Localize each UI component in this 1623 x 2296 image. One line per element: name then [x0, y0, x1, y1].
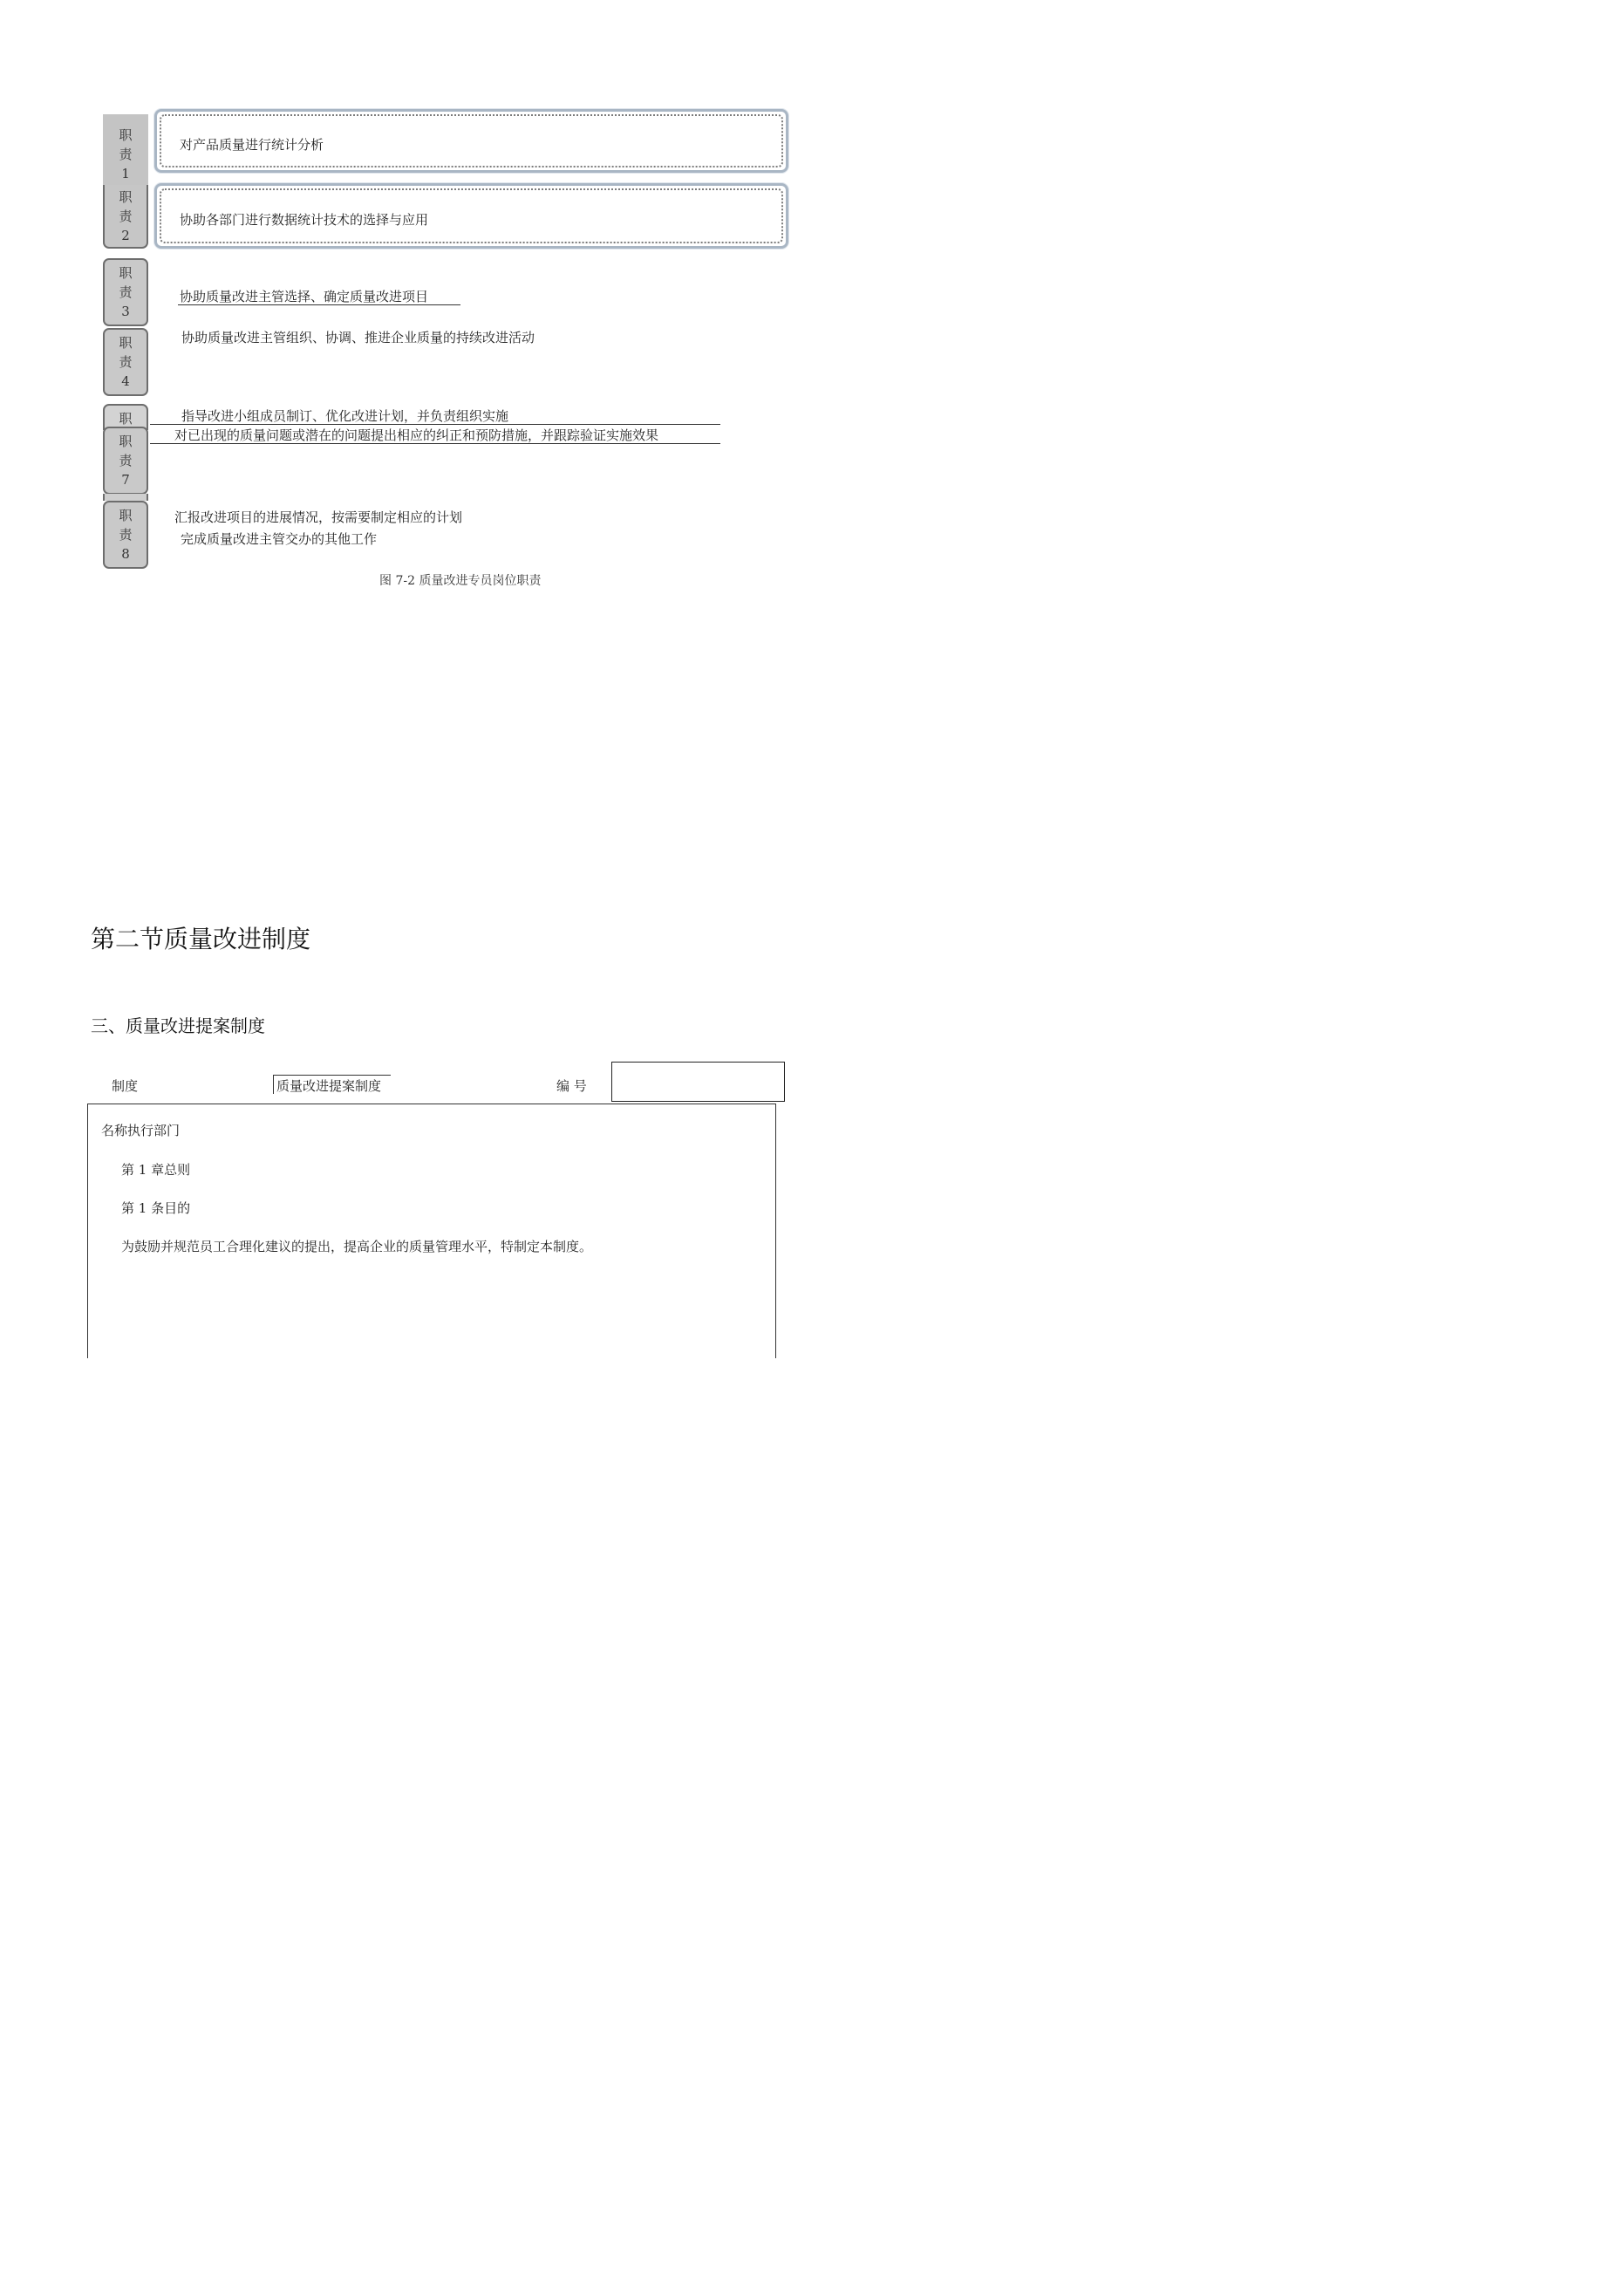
duty-tab-char: 责	[119, 208, 133, 224]
number-label: 编 号	[556, 1078, 587, 1094]
duty-tab-4	[103, 328, 148, 396]
name-dept-label: 名称执行部门	[101, 1123, 181, 1138]
subsection-title: 三、质量改进提案制度	[91, 1015, 265, 1036]
article-heading: 第 1 条目的	[121, 1200, 191, 1216]
duty-tab-number: 1	[121, 166, 130, 181]
duty-tab-edge	[103, 494, 148, 501]
duty-tab-7	[103, 427, 148, 495]
article-paragraph: 为鼓励并规范员工合理化建议的提出，提高企业的质量管理水平，特制定本制度。	[121, 1239, 593, 1254]
underline	[150, 443, 720, 444]
duty-tab-char: 责	[119, 284, 133, 300]
duty-tab-3	[103, 258, 148, 326]
duty-text-1: 对产品质量进行统计分析	[180, 137, 324, 153]
duty-tab-char: 责	[119, 147, 133, 162]
duty-tab-8	[103, 501, 148, 569]
underline	[178, 304, 460, 305]
number-field	[611, 1062, 785, 1102]
duty-text-4: 协助质量改进主管组织、协调、推进企业质量的持续改进活动	[181, 330, 535, 345]
duty-tab-char: 职	[119, 127, 133, 143]
duty-tab-char: 职	[119, 411, 133, 427]
duty-tab-char: 责	[119, 354, 133, 370]
duty-text-8b: 完成质量改进主管交办的其他工作	[181, 531, 378, 547]
duty-tab-number: 7	[121, 472, 130, 488]
chapter-heading: 第 1 章总则	[121, 1162, 191, 1178]
duty-text-5: 指导改进小组成员制订、优化改进计划，并负责组织实施	[181, 408, 509, 424]
system-label: 制度	[112, 1078, 139, 1094]
duty-tab-char: 责	[119, 527, 133, 543]
duty-tab-char: 职	[119, 265, 133, 281]
form-frame	[87, 1104, 776, 1358]
underline	[150, 424, 720, 425]
duty-tab-1	[103, 114, 148, 195]
duty-tab-char: 职	[119, 188, 133, 205]
figure-caption: 图 7-2 质量改进专员岗位职责	[379, 574, 542, 588]
duty-tab-number: 8	[121, 546, 130, 562]
duty-tab-number: 4	[121, 373, 130, 389]
duty-tab-number: 2	[121, 227, 130, 243]
duty-tab-char: 责	[119, 453, 133, 468]
duty-tab-number: 3	[121, 304, 130, 319]
duty-text-8a: 汇报改进项目的进展情况，按需要制定相应的计划	[174, 509, 463, 525]
duty-tab-char: 职	[119, 508, 133, 523]
duty-text-3: 协助质量改进主管选择、确定质量改进项目	[180, 289, 429, 304]
duty-tab-char: 职	[119, 335, 133, 351]
duty-tab-char: 职	[119, 434, 133, 449]
duty-text-7: 对已出现的质量问题或潜在的问题提出相应的纠正和预防措施，并跟踪验证实施效果	[174, 427, 659, 443]
duty-text-2: 协助各部门进行数据统计技术的选择与应用	[180, 212, 429, 228]
system-name: 质量改进提案制度	[276, 1078, 382, 1094]
section-title: 第二节质量改进制度	[91, 925, 311, 953]
duty-tab-2	[103, 185, 148, 249]
